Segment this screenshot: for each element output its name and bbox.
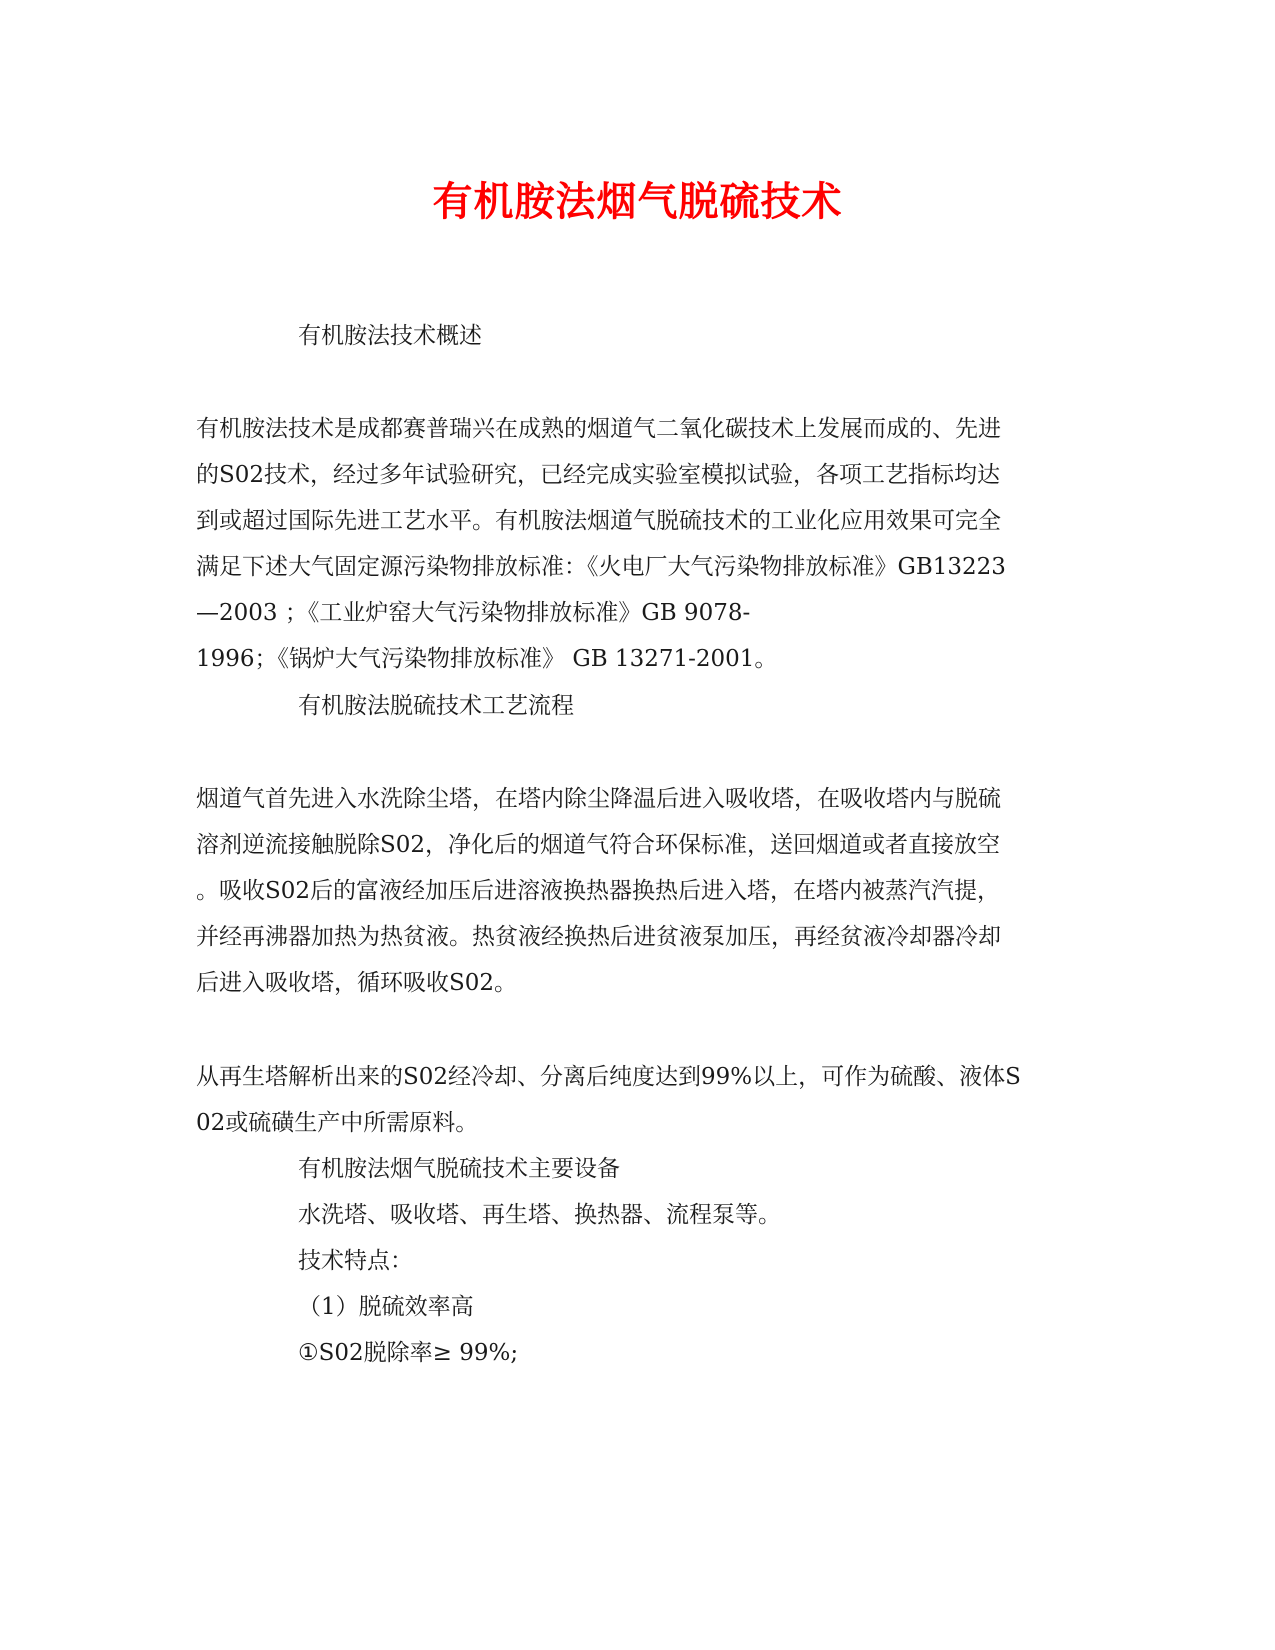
section-heading-process: 有机胺法脱硫技术工艺流程: [298, 693, 574, 719]
paragraph-line: 后进入吸收塔，循环吸收S02。: [196, 970, 518, 996]
features-heading: 技术特点：: [298, 1248, 413, 1274]
paragraph-line: 的S02技术，经过多年试验研究，已经完成实验室模拟试验，各项工艺指标均达: [196, 462, 1001, 488]
paragraph-line: 到或超过国际先进工艺水平。有机胺法烟道气脱硫技术的工业化应用效果可完全: [196, 508, 1001, 534]
paragraph-line: 1996；《锅炉大气污染物排放标准》 GB 13271-2001。: [196, 646, 778, 672]
equipment-list: 水洗塔、吸收塔、再生塔、换热器、流程泵等。: [298, 1202, 781, 1228]
feature-item: （1）脱硫效率高: [298, 1294, 474, 1320]
section-heading-equipment: 有机胺法烟气脱硫技术主要设备: [298, 1156, 620, 1182]
paragraph-line: 并经再沸器加热为热贫液。热贫液经换热后进贫液泵加压，再经贫液冷却器冷却: [196, 924, 1001, 950]
feature-subitem: ①S02脱除率≥ 99%;: [298, 1340, 519, 1366]
section-heading-overview: 有机胺法技术概述: [298, 323, 482, 349]
paragraph-line: 烟道气首先进入水洗除尘塔，在塔内除尘降温后进入吸收塔，在吸收塔内与脱硫: [196, 786, 1001, 812]
paragraph-line: 02或硫磺生产中所需原料。: [196, 1110, 479, 1136]
paragraph-line: 溶剂逆流接触脱除S02，净化后的烟道气符合环保标准，送回烟道或者直接放空: [196, 832, 1001, 858]
paragraph-line: 。吸收S02后的富液经加压后进溶液换热器换热后进入塔，在塔内被蒸汽汽提，: [196, 878, 1001, 904]
paragraph-line: 从再生塔解析出来的S02经冷却、分离后纯度达到99%以上，可作为硫酸、液体S: [196, 1064, 1021, 1090]
paragraph-line: 满足下述大气固定源污染物排放标准：《火电厂大气污染物排放标准》GB13223: [196, 554, 1006, 580]
paragraph-line: 有机胺法技术是成都赛普瑞兴在成熟的烟道气二氧化碳技术上发展而成的、先进: [196, 416, 1001, 442]
paragraph-line: —2003 ；《工业炉窑大气污染物排放标准》GB 9078-: [196, 600, 751, 626]
document-title: 有机胺法烟气脱硫技术: [432, 178, 843, 225]
